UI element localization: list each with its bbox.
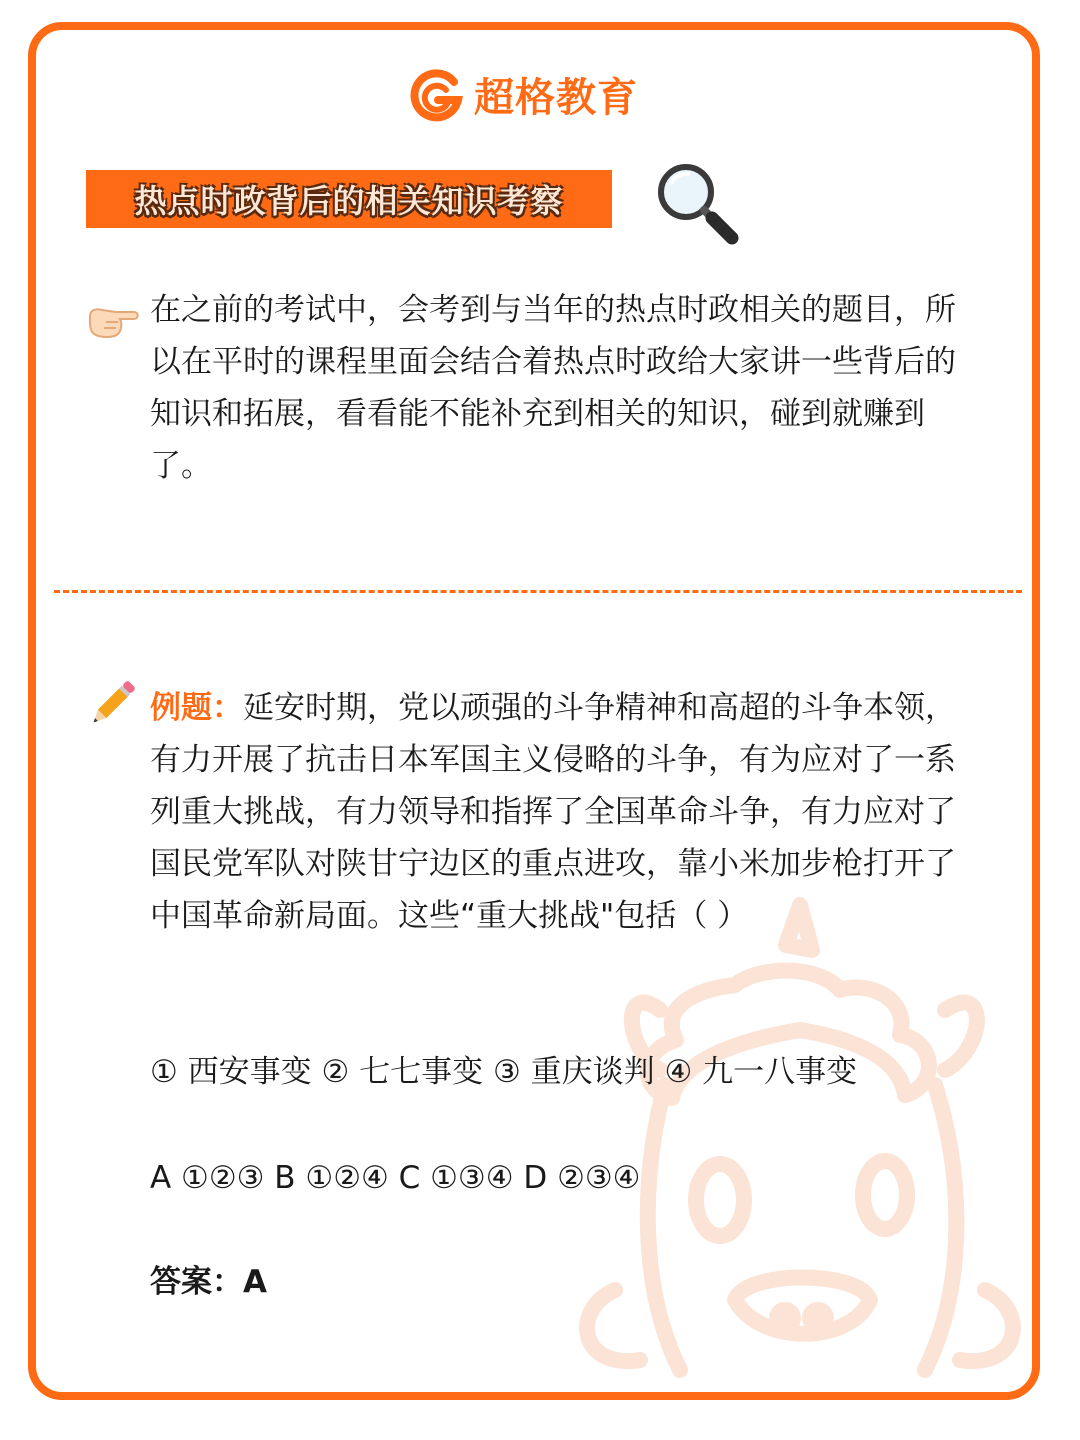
brand-g-logo-icon	[410, 66, 466, 122]
pencil-icon	[84, 676, 140, 732]
pointing-hand-icon	[86, 300, 140, 342]
example-question-text: 延安时期，党以顽强的斗争精神和高超的斗争本领，有力开展了抗击日本军国主义侵略的斗争，有为应对了一系列重大挑战，有力领导和指挥了全国革命斗争，有力应对了国民党军队对陕甘宁边区的重点进攻，靠小米加步枪打开了中国革命新局面。这些“重大挑战"包括（ ）	[150, 690, 956, 934]
dashed-divider	[54, 590, 1022, 593]
example-choices: A ①②③ B ①②④ C ①③④ D ②③④	[150, 1160, 641, 1196]
brand-logo	[410, 66, 638, 122]
example-question	[150, 682, 980, 942]
example-label: 例题：	[150, 690, 243, 726]
example-answer: 答案：A	[150, 1264, 267, 1300]
brand-name: 超格教育	[474, 74, 638, 121]
magnifier-icon	[652, 160, 744, 246]
intro-text: 在之前的考试中，会考到与当年的热点时政相关的题目，所以在平时的课程里面会结合着热点时政给大家讲一些背后的知识和拓展，看看能不能补充到相关的知识，碰到就赚到了。	[150, 292, 956, 484]
example-options: ① 西安事变 ② 七七事变 ③ 重庆谈判 ④ 九一八事变	[150, 1054, 858, 1090]
section-title-banner	[86, 170, 612, 228]
section-title: 热点时政背后的相关知识考察	[134, 182, 564, 220]
